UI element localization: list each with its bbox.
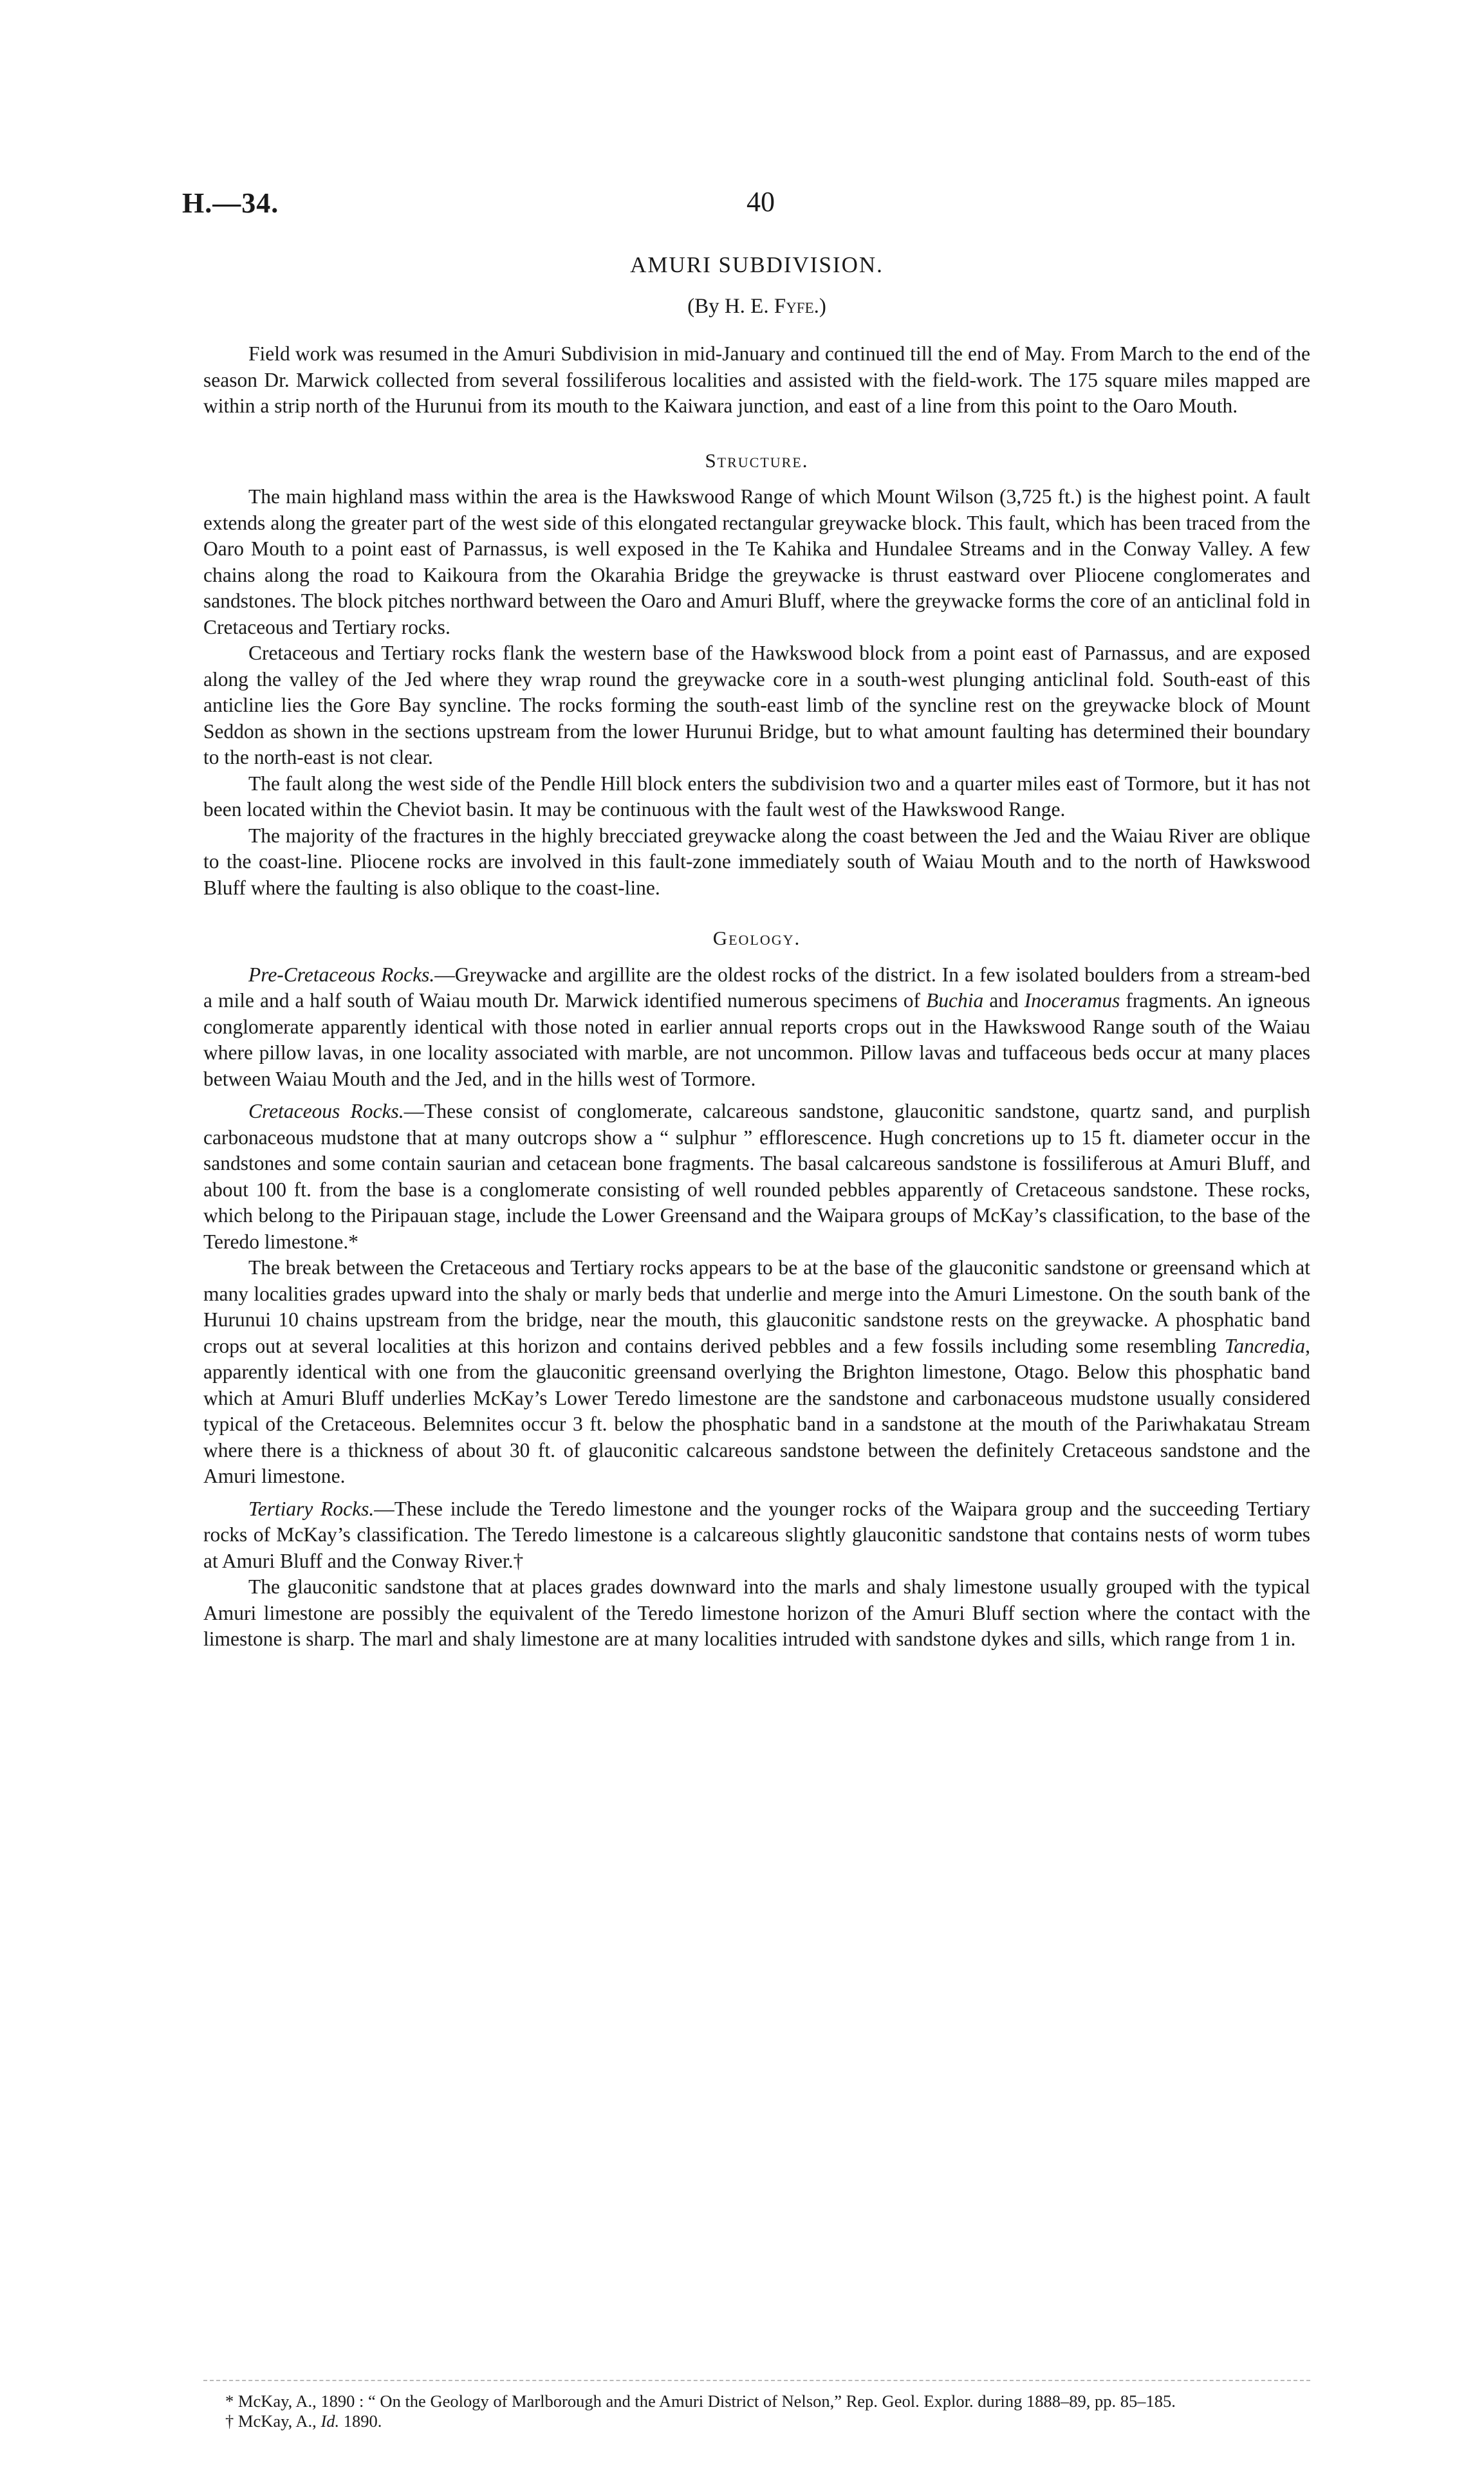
glauconitic-paragraph: The glauconitic sandstone that at places grades downward into the marls and shaly limestone usually grouped with the typical Amuri limestone are possibly the equivalent of the Teredo limestone horizon of the Amuri Bluff section where the contact with the limestone is sharp. The marl and shaly limestone are at many localities intruded with sandstone dykes and sills, which range from 1 in. [203,1575,1310,1650]
footnote-divider [203,2380,1310,2381]
footnote-2: † McKay, A., Id. 1890. [225,2411,382,2431]
pre-cretaceous-paragraph: Pre-Cretaceous Rocks.—Greywacke and argillite are the oldest rocks of the district. In a few isolated boulders from a stream-bed a mile and a half south of Waiau mouth Dr. Marwick identified numerous specimens of Buchia and Inoceramus fragments. An igneous conglomerate apparently identical with those noted in earlier annual reports crops out in the Hawkswood Range south of the Waiau where pillow lavas, in one locality associated with marble, are not uncommon. Pillow lavas and tuffaceous beds occur at many places between Waiau Mouth and the Jed, and in the hills west of Tormore. [203,963,1310,1090]
intro-paragraph: Field work was resumed in the Amuri Subdivision in mid-January and continued till the end of May. From March to the end of the season Dr. Marwick collected from several fossiliferous localities and assisted with the field-work. The 175 square miles mapped are within a strip north of the Hurunui from its mouth to the Kaiwara junction, and east of a line from this point to the Oaro Mouth. [203,342,1310,417]
document-code: H.—34. [182,187,279,219]
structure-heading: Structure. [705,449,809,472]
structure-paragraph-4: The majority of the fractures in the highly brecciated greywacke along the coast between the Jed and the Waiau River are oblique to the coast-line. Pliocene rocks are involved in this fault-zone immediately south of Waiau Mouth and to the north of Hawkswood Bluff where the faulting is also oblique to the coast-line. [203,824,1310,899]
tertiary-label: Tertiary Rocks. [248,1497,375,1520]
body-text [203,341,1310,1653]
page-number: 40 [747,186,775,218]
structure-paragraph-3: The fault along the west side of the Pendle Hill block enters the subdivision two and a quarter miles east of Tormore, but it has not been located within the Cheviot basin. It may be continuous with the fault west of the Hawkswood Range. [203,772,1310,821]
author-name: Fyfe [774,295,814,318]
cretaceous-paragraph: Cretaceous Rocks.—These consist of conglomerate, calcareous sandstone, glauconitic sandstone, quartz sand, and purplish carbonaceous mudstone that at many outcrops show a “ sulphur ” efflorescence. Hugh concretions up to 15 ft. diameter occur in the sandstones and some contain saurian and cetacean bone fragments. The basal calcareous sandstone is fossiliferous at Amuri Bluff, and about 100 ft. from the base is a conglomerate consisting of well rounded pebbles apparently of Cretaceous sandstone. These rocks, which belong to the Piripauan stage, include the Lower Greensand and the Waipara groups of McKay’s classification, to the base of the Teredo limestone.* [203,1100,1310,1253]
section-title: AMURI SUBDIVISION. [630,252,884,277]
footnotes [203,2391,1310,2431]
footnote-1: * McKay, A., 1890 : “ On the Geology of Marlborough and the Amuri District of Nelson,” Rep. Geol. Explor. during 1888–89, pp. 85–185. [225,2391,1176,2411]
author-byline: (By H. E. Fyfe.) [687,295,826,318]
title-block [203,251,1310,320]
tertiary-paragraph: Tertiary Rocks.—These include the Teredo limestone and the younger rocks of the Waipara group and the succeeding Tertiary rocks of McKay’s classification. The Teredo limestone is a calcareous slightly glauconitic sandstone that contains nests of worm tubes at Amuri Bluff and the Conway River.† [203,1497,1310,1572]
break-paragraph: The break between the Cretaceous and Tertiary rocks appears to be at the base of the glauconitic sandstone or greensand which at many localities grades upward into the shaly or marly beds that underlie and merge into the Amuri Limestone. On the south bank of the Hurunui 10 chains upstream from the bridge, near the mouth, this glauconitic sandstone rests on the greywacke. A phosphatic band crops out at several localities at this horizon and contains derived pebbles and a few fossils including some resembling Tancredia, apparently identical with one from the glauconitic greensand overlying the Brighton limestone, Otago. Below this phosphatic band which at Amuri Bluff underlies McKay’s Lower Teredo limestone are the sandstone and carbonaceous mudstone usually considered typical of the Cretaceous. Belemnites occur 3 ft. below the phosphatic band in a sandstone at the mouth of the Pariwhakatau Stream where there is a thickness of about 30 ft. of glauconitic calcareous sandstone between the definitely Cretaceous sandstone and the Amuri limestone. [203,1256,1310,1487]
structure-paragraph-1: The main highland mass within the area is the Hawkswood Range of which Mount Wilson (3,725 ft.) is the highest point. A fault extends along the greater part of the west side of this elongated rectangular greywacke block. This fault, which has been traced from the Oaro Mouth to a point east of Parnassus, is well exposed in the Te Kahika and Hundalee Streams and in the Conway Valley. A few chains along the road to Kaikoura from the Okarahia Bridge the greywacke is thrust eastward over Pliocene conglomerates and sandstones. The block pitches northward between the Oaro and Amuri Bluff, where the greywacke forms the core of an anticlinal fold in Cretaceous and Tertiary rocks. [203,485,1310,638]
pre-cretaceous-label: Pre-Cretaceous Rocks. [248,963,435,986]
structure-paragraph-2: Cretaceous and Tertiary rocks flank the western base of the Hawkswood block from a point east of Parnassus, and are exposed along the valley of the Jed where they wrap round the greywacke core in a south-west plunging anticlinal fold. South-east of this anticline lies the Gore Bay syncline. The rocks forming the south-east limb of the syncline rest on the greywacke block of Mount Seddon as shown in the sections upstream from the lower Hurunui Bridge, but to what amount faulting has determined their boundary to the north-east is not clear. [203,642,1310,768]
cretaceous-label: Cretaceous Rocks. [248,1100,404,1122]
geology-heading: Geology. [712,927,801,949]
